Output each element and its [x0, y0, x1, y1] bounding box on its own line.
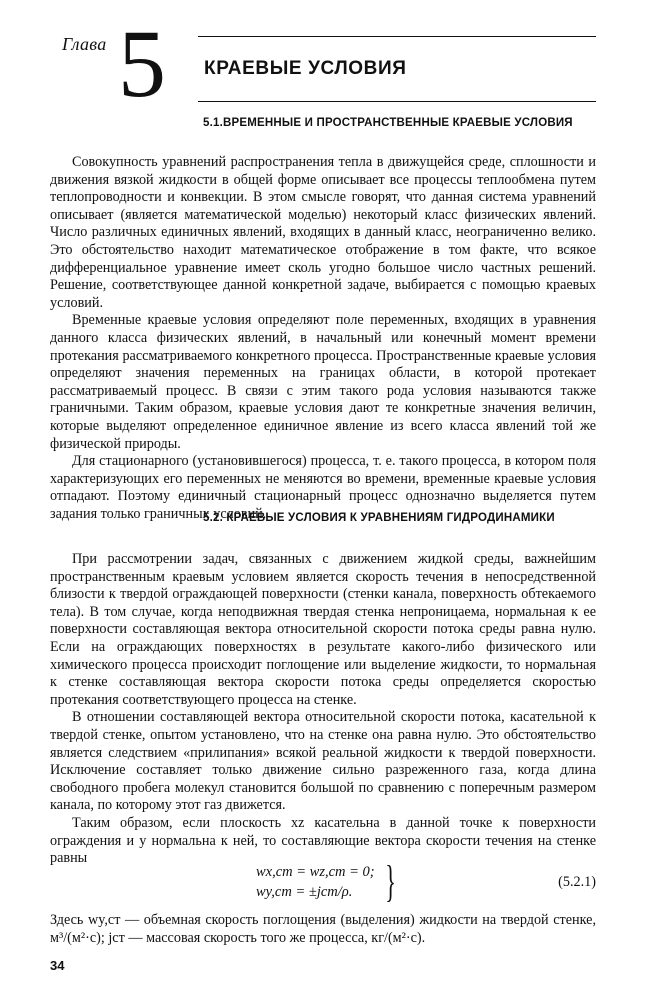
equation-line: wy,ст = ±jст/ρ. — [256, 884, 353, 900]
section-body-5-1 — [50, 154, 596, 523]
equation-explanation: Здесь wy,ст — объемная скорость поглощения (выделения) жидкости на твердой стенке, м³/(м²·с); jст — массовая скорость того же процесса, кг/(м²·с). — [50, 912, 596, 946]
equation-5-2-1 — [256, 857, 596, 906]
section-body-5-2 — [50, 551, 596, 868]
paragraph: Для стационарного (установившегося) процесса, т. е. такого процесса, в котором поля характеризующих его переменных не меняются во времени, временные краевые условия отпадают. Поэтому единичный стационарный процесс однозначно выделяется путем задания только граничных условий. — [50, 453, 596, 522]
chapter-header — [0, 0, 647, 117]
chapter-word: Глава — [62, 34, 107, 54]
equation-number: (5.2.1) — [558, 874, 596, 890]
header-rule-top — [198, 36, 596, 37]
paragraph: Временные краевые условия определяют поле переменных, входящих в уравнения данного класса физических явлений, в начальный или конечный момент времени протекания рассматриваемого конкретного процесса. Пространственные краевые условия определяют значения переменных на границах области, в которой протекает рассматриваемый процесс. В связи с этим такого рода условия называются также граничными. Таким образом, краевые условия дают те конкретные значения величин, которые выделяют определенное единичное явление из всего класса явлений той же физической природы. — [50, 312, 596, 452]
paragraph: В отношении составляющей вектора относительной скорости потока, касательной к твердой стенке, опытом установлено, что на стенке она равна нулю. Это обстоятельство является следствием «прилипания» всякой реальной жидкости к твердой поверхности. Исключение составляет только движение сильно разреженного газа, когда длина свободного пробега молекул становится большой по сравнению с поперечным размером канала, по которому этот газ движется. — [50, 709, 596, 814]
section-heading-5-1: 5.1.ВРЕМЕННЫЕ И ПРОСТРАНСТВЕННЫЕ КРАЕВЫЕ УСЛОВИЯ — [203, 117, 573, 129]
paragraph: Совокупность уравнений распространения тепла в движущейся среде, сплошности и движения вязкой жидкости в общей форме описывает все процессы теплообмена путем теплопроводности и конвекции. В этом смысле говорят, что данная система уравнений описывает (является математической моделью) некоторый класс физических явлений. Число различных единичных явлений, входящих в данный класс, неограниченно велико. Это обстоятельство находит математическое отображение в том факте, что всякое дифференциальное уравнение имеет сколь угодно большое число частных решений. Решение, соответствующее данной конкретной задаче, выбирается с помощью краевых условий. — [50, 154, 596, 311]
chapter-title: КРАЕВЫЕ УСЛОВИЯ — [204, 58, 407, 79]
header-rule-bottom — [198, 101, 596, 102]
chapter-number: 5 — [118, 10, 166, 117]
paragraph: Таким образом, если плоскость xz касательна в данной точке к поверхности ограждения и y нормальна к ней, то составляющие вектора скорости течения на стенке равны — [50, 814, 596, 867]
section-heading-5-2: 5.2. КРАЕВЫЕ УСЛОВИЯ К УРАВНЕНИЯМ ГИДРОДИНАМИКИ — [203, 512, 555, 524]
paragraph: При рассмотрении задач, связанных с движением жидкой среды, важнейшим пространственным краевым условием является скорость течения в непосредственной близости к твердой ограждающей поверхности (стенки канала, поверхность обтекаемого тела). В том случае, когда неподвижная твердая стенка непроницаема, нормальная к ее поверхности составляющая вектора относительной скорости потока среды равна нулю. Если на ограждающих поверхностях в результате какого-либо физического или химического процесса происходит поглощение или выделение жидкости, то нормальная к стенке составляющая вектора скорости потока среды определяется скоростью протекания соответствующего процесса на стенке. — [50, 551, 596, 708]
right-brace: } — [385, 857, 396, 906]
equation-line: wx,ст = wz,ст = 0; — [256, 864, 375, 880]
page-number: 34 — [50, 958, 65, 973]
